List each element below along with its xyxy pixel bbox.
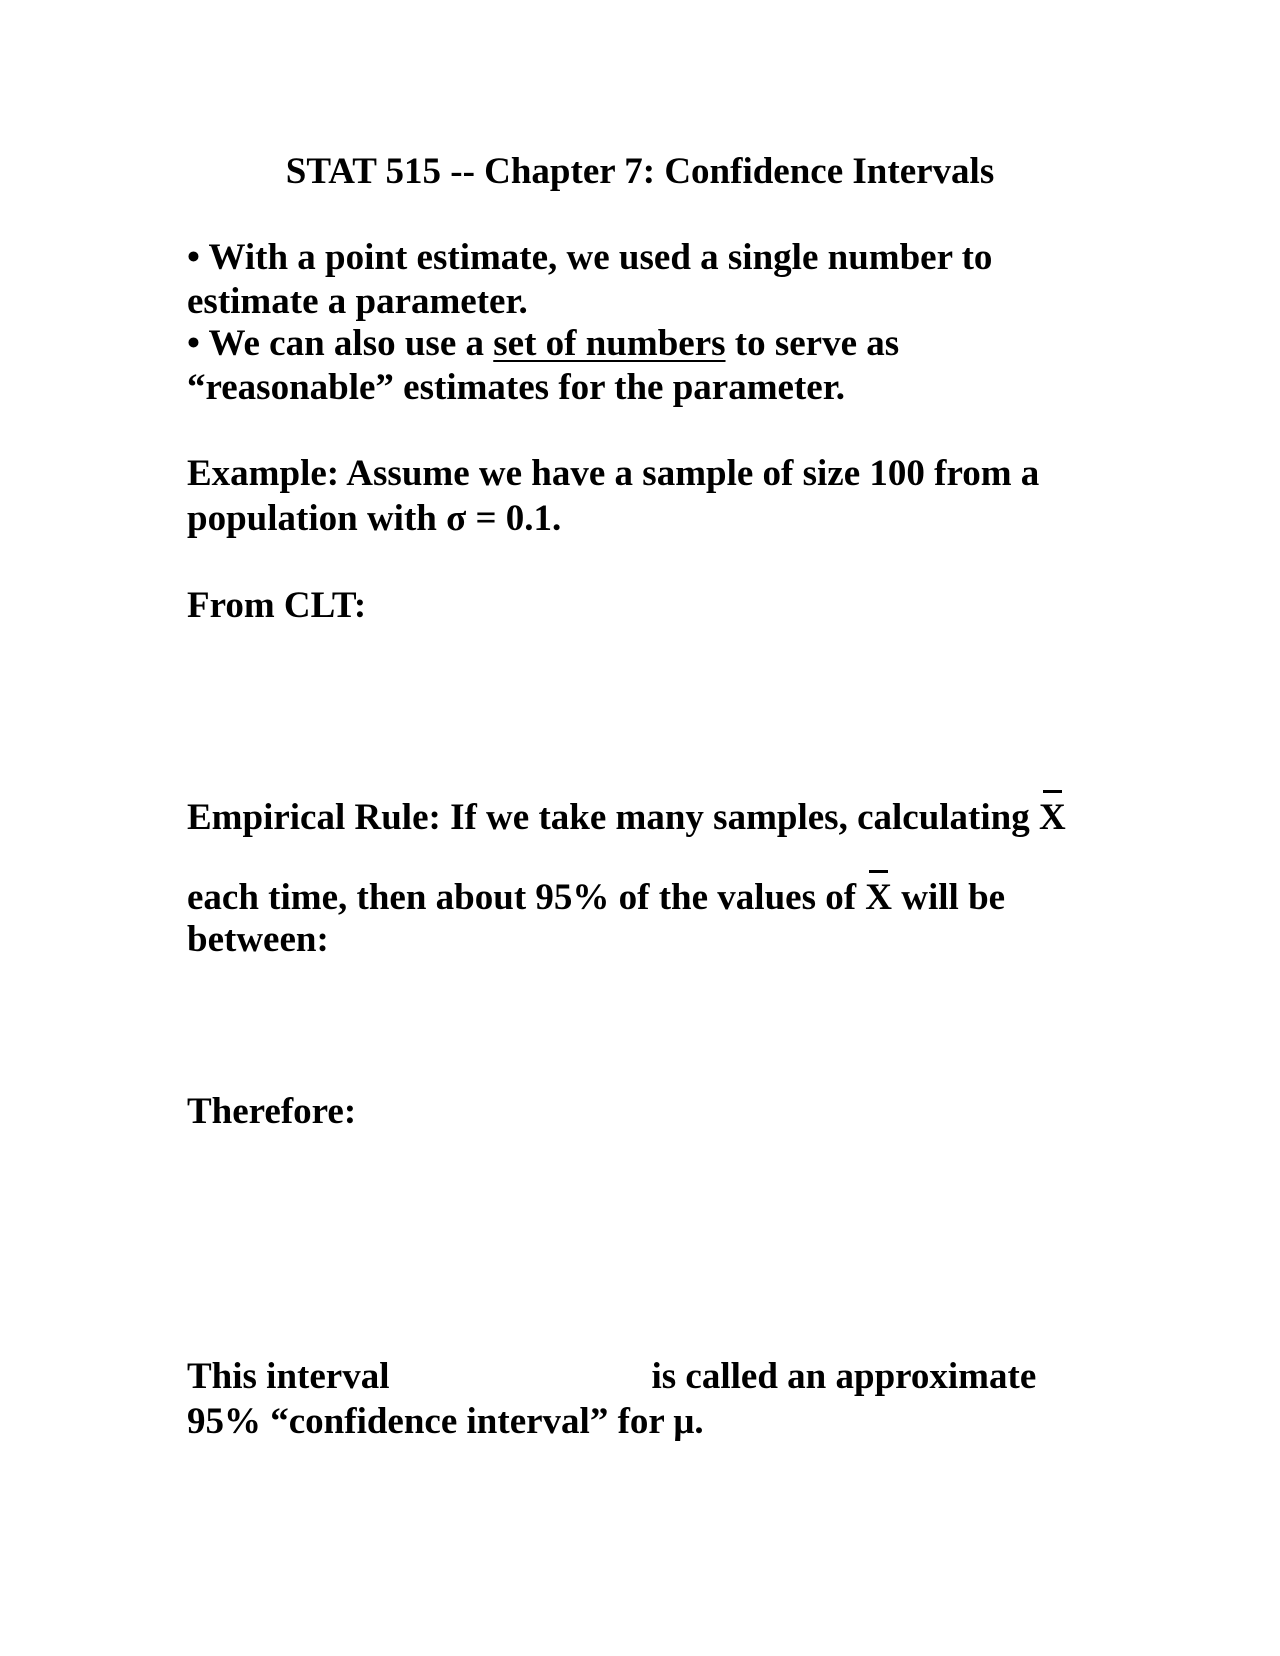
therefore-heading: Therefore: — [187, 1091, 357, 1132]
bullet-2-text-before: • We can also use a — [187, 323, 494, 364]
bullet-1-line-1: • With a point estimate, we used a single number to — [187, 237, 993, 278]
underlined-phrase: set of numbers — [493, 323, 726, 364]
bullet-2-line-2: “reasonable” estimates for the parameter. — [187, 367, 845, 408]
empirical-line-1 — [187, 796, 1066, 840]
conclusion-text-after: is called an approximate — [651, 1356, 1037, 1397]
clt-heading: From CLT: — [187, 585, 367, 626]
empirical-line-2 — [187, 876, 1005, 920]
example-line-2: population with σ = 0.1. — [187, 498, 562, 539]
conclusion-line-1 — [187, 1355, 1036, 1399]
x-bar-symbol: X — [865, 877, 893, 918]
x-bar-symbol: X — [1038, 797, 1066, 838]
example-line-1: Example: Assume we have a sample of size 100 from a — [187, 453, 1040, 494]
page-title: STAT 515 -- Chapter 7: Confidence Intervals — [285, 151, 995, 192]
bullet-2-line-1 — [187, 322, 899, 366]
conclusion-line-2: 95% “confidence interval” for μ. — [187, 1401, 704, 1442]
bullet-2-text-after: to serve as — [725, 323, 900, 364]
conclusion-text-before: This interval — [187, 1356, 390, 1397]
empirical-line-3: between: — [187, 919, 329, 960]
empirical-text: Empirical Rule: If we take many samples, calculating — [187, 797, 1039, 838]
bullet-1-line-2: estimate a parameter. — [187, 281, 528, 322]
empirical-text-before: each time, then about 95% of the values of — [187, 877, 866, 918]
empirical-text-after: will be — [892, 877, 1006, 918]
